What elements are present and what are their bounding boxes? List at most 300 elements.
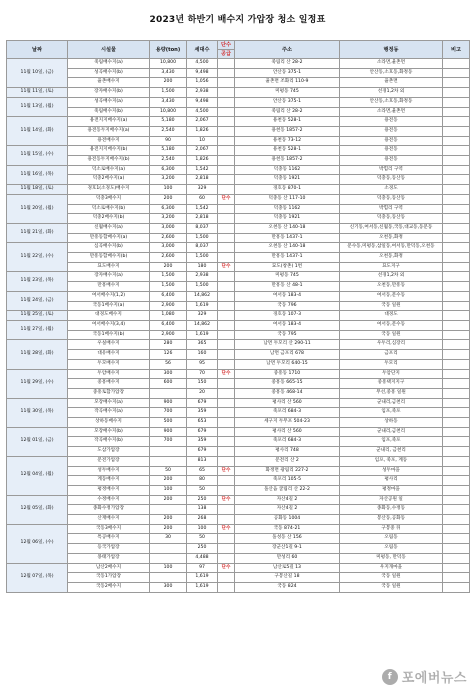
cell-date: 12월 06일, (수) (7, 524, 68, 563)
cell-district: 대경도 (340, 311, 443, 321)
cell-district: 박힘리 구역 (340, 165, 443, 175)
cell-address: 경호동 870-1 (235, 185, 340, 195)
cell-address: 중흥동 665-15 (235, 379, 340, 389)
cell-note (443, 272, 470, 282)
cell-facility: 몽태가압장 (68, 553, 150, 563)
cell-households: 100 (187, 524, 218, 534)
cell-district: 임포, 죽포, 계동 (340, 456, 443, 466)
cell-note (443, 146, 470, 156)
cell-note (443, 204, 470, 214)
cell-note (443, 340, 470, 350)
cell-date: 11월 23일, (목) (7, 272, 68, 291)
cell-service (218, 136, 235, 146)
cell-note (443, 78, 470, 88)
cell-address: 공화동 1004 (235, 515, 340, 525)
cell-date: 11월 10일, (금) (7, 59, 68, 88)
cell-capacity: 100 (150, 563, 187, 573)
table-row (7, 146, 470, 156)
cell-address: 안산동 375-1 (235, 97, 340, 107)
cell-capacity: 3,430 (150, 97, 187, 107)
cell-capacity: 3,000 (150, 223, 187, 233)
cell-facility: 여서배수지(1,2) (68, 291, 150, 301)
table-row (7, 291, 470, 301)
cell-note (443, 243, 470, 253)
cell-households: 268 (187, 515, 218, 525)
cell-note (443, 97, 470, 107)
cell-service: 단수 (218, 262, 235, 272)
cell-capacity: 3,430 (150, 68, 187, 78)
header-facility: 시설물 (68, 41, 150, 59)
cell-note (443, 301, 470, 311)
cell-district: 오천동,화정 (340, 253, 443, 263)
cell-facility: 여서배수지(3,4) (68, 320, 150, 330)
table-row (7, 505, 470, 515)
cell-capacity: 700 (150, 408, 187, 418)
cell-capacity: 2,600 (150, 253, 187, 263)
cell-address: 만흥동 1437-1 (235, 233, 340, 243)
cell-note (443, 544, 470, 554)
table-row (7, 194, 470, 204)
cell-note (443, 418, 470, 428)
cell-households: 1,500 (187, 282, 218, 292)
header-households: 세대수 (187, 41, 218, 59)
cell-households: 1,542 (187, 165, 218, 175)
cell-note (443, 214, 470, 224)
cell-note (443, 165, 470, 175)
cell-address: 묘도(창촌) 1번 (235, 262, 340, 272)
cell-date: 11월 29일, (수) (7, 369, 68, 398)
cell-date: 11월 21일, (화) (7, 223, 68, 242)
cell-district: 덕충동,동산동 (340, 194, 443, 204)
cell-note (443, 515, 470, 525)
table-row (7, 282, 470, 292)
table-row (7, 165, 470, 175)
cell-capacity: 900 (150, 427, 187, 437)
cell-date: 11월 30일, (목) (7, 398, 68, 427)
cell-note (443, 194, 470, 204)
table-row (7, 204, 470, 214)
cell-households: 180 (187, 262, 218, 272)
table-row (7, 534, 470, 544)
cell-facility: 덕충2배수지(b) (68, 214, 150, 224)
cell-service (218, 320, 235, 330)
table-row (7, 330, 470, 340)
cell-district: 종화동,수정동 (340, 505, 443, 515)
forever-news-logo-icon: f (382, 669, 398, 685)
cell-households: 50 (187, 534, 218, 544)
cell-facility: 도삼가압장 (68, 447, 150, 457)
cell-address: 남면 두모리 640-15 (235, 359, 340, 369)
cell-address: 죽림리 산 28-2 (235, 107, 340, 117)
cell-capacity: 2,540 (150, 156, 187, 166)
cell-facility: 덕충2배수지(a) (68, 175, 150, 185)
cell-capacity: 6,400 (150, 291, 187, 301)
header-address: 주소 (235, 41, 340, 59)
cell-address: 세구지 두무포 504-23 (235, 418, 340, 428)
cell-district: 국동 일원 (340, 573, 443, 583)
cell-date: 11월 11일, (토) (7, 88, 68, 98)
cell-facility: 심곡배수지(b) (68, 243, 150, 253)
cell-households: 1,619 (187, 301, 218, 311)
cell-district: 두암단지 (340, 369, 443, 379)
cell-note (443, 185, 470, 195)
cell-facility: 모장배수지(a) (68, 398, 150, 408)
cell-address: 여서동 183-4 (235, 320, 340, 330)
cell-district: 오림동 (340, 544, 443, 554)
cell-capacity: 200 (150, 495, 187, 505)
cell-district: 선경1,2차 외 (340, 88, 443, 98)
cell-district: 군내리,금천리 (340, 398, 443, 408)
cell-capacity: 100 (150, 185, 187, 195)
cell-service (218, 485, 235, 495)
cell-households: 8,037 (187, 243, 218, 253)
cell-note (443, 359, 470, 369)
cell-note (443, 330, 470, 340)
cell-capacity: 2,540 (150, 126, 187, 136)
cell-capacity: 5,180 (150, 146, 187, 156)
cell-facility: 두암배수지 (68, 369, 150, 379)
cell-households: 2,067 (187, 117, 218, 127)
cell-note (443, 427, 470, 437)
cell-households: 1,500 (187, 253, 218, 263)
cell-district: 여서동,문수동 (340, 291, 443, 301)
cell-district: 박힘리 구역 (340, 204, 443, 214)
cell-date: 11월 15일, (수) (7, 146, 68, 165)
cell-households: 1,826 (187, 126, 218, 136)
cell-district: 여서동,문수동 (340, 320, 443, 330)
cell-note (443, 282, 470, 292)
table-row (7, 437, 470, 447)
cell-facility: 문전가압장 (68, 456, 150, 466)
cell-service (218, 97, 235, 107)
cell-households: 138 (187, 505, 218, 515)
cell-households: 4,500 (187, 107, 218, 117)
cell-address: 미평동 745 (235, 88, 340, 98)
cell-capacity: 200 (150, 194, 187, 204)
cell-address: 덕충동 1162 (235, 165, 340, 175)
cell-households: 80 (187, 476, 218, 486)
cell-date: 11월 13일, (월) (7, 97, 68, 116)
cell-service (218, 515, 235, 525)
cell-capacity: 126 (150, 350, 187, 360)
cell-households: 359 (187, 437, 218, 447)
table-row (7, 262, 470, 272)
cell-facility: 두모배수지 (68, 359, 150, 369)
cell-address: 용천동 528-1 (235, 146, 340, 156)
cell-district: 봉산동,공화동 (340, 515, 443, 525)
cell-service (218, 437, 235, 447)
cell-district: 신기동,여서동,신월동,국동,대교동,동문동 (340, 223, 443, 233)
cell-note (443, 156, 470, 166)
cell-households: 250 (187, 544, 218, 554)
cell-capacity: 90 (150, 136, 187, 146)
cell-capacity: 10,800 (150, 59, 187, 69)
cell-facility: 대유배수지 (68, 350, 150, 360)
cell-district: 무선,중흥 일원 (340, 388, 443, 398)
cell-date: 12월 01일, (금) (7, 427, 68, 456)
cell-district: 구봉중 뒤 (340, 524, 443, 534)
cell-address: 국동 795 (235, 330, 340, 340)
cell-facility: 모장배수지(b) (68, 427, 150, 437)
table-row (7, 398, 470, 408)
cell-address: 율촌면 조화리 110-9 (235, 78, 340, 88)
table-row (7, 573, 470, 583)
cell-note (443, 350, 470, 360)
cell-note (443, 107, 470, 117)
cell-households: 1,542 (187, 204, 218, 214)
table-row (7, 495, 470, 505)
cell-note (443, 563, 470, 573)
cell-note (443, 262, 470, 272)
cell-district: 평사리 (340, 476, 443, 486)
cell-address: 자산4길 2 (235, 505, 340, 515)
cell-address: 국동 796 (235, 301, 340, 311)
cell-note (443, 398, 470, 408)
schedule-table (6, 40, 470, 593)
cell-facility: 등국가압장 (68, 544, 150, 554)
cell-district: 소라면,율촌면 (340, 107, 443, 117)
cell-capacity (150, 456, 187, 466)
cell-address: 평사리 748 (235, 447, 340, 457)
cell-facility: 율촌배수지 (68, 78, 150, 88)
cell-district: 중흥택지지구 (340, 379, 443, 389)
table-row (7, 485, 470, 495)
cell-facility: 덕소로배수지(a) (68, 165, 150, 175)
cell-service (218, 418, 235, 428)
cell-capacity: 5,180 (150, 117, 187, 127)
cell-district: 금포리 (340, 350, 443, 360)
cell-service (218, 146, 235, 156)
cell-facility: 용전배수지 (68, 136, 150, 146)
cell-facility: 국동1배수지(b) (68, 330, 150, 340)
table-row (7, 214, 470, 224)
cell-facility: 경호1(소경도)배수지 (68, 185, 150, 195)
cell-capacity: 900 (150, 398, 187, 408)
cell-capacity: 6,400 (150, 320, 187, 330)
cell-note (443, 117, 470, 127)
table-row (7, 301, 470, 311)
table-row (7, 126, 470, 136)
cell-address: 경호동 107-3 (235, 311, 340, 321)
cell-district: 용전동 (340, 117, 443, 127)
cell-facility: 성두배수지 (68, 466, 150, 476)
cell-district: 국동 일원 (340, 330, 443, 340)
cell-facility: 만흥동합배수지(b) (68, 253, 150, 263)
cell-households: 1,056 (187, 78, 218, 88)
cell-households: 9,498 (187, 68, 218, 78)
cell-facility: 성곡배수지(b) (68, 68, 150, 78)
cell-households: 95 (187, 359, 218, 369)
cell-facility: 상하동배수지 (68, 418, 150, 428)
cell-service (218, 553, 235, 563)
table-row (7, 369, 470, 379)
cell-service (218, 398, 235, 408)
cell-capacity: 3,000 (150, 243, 187, 253)
cell-district: 성두마을 (340, 466, 443, 476)
cell-households: 1,619 (187, 582, 218, 592)
table-row (7, 359, 470, 369)
cell-service (218, 301, 235, 311)
table-row (7, 447, 470, 457)
cell-address: 용천동 528-1 (235, 117, 340, 127)
table-row (7, 156, 470, 166)
table-row (7, 97, 470, 107)
cell-date: 11월 25일, (토) (7, 311, 68, 321)
cell-note (443, 495, 470, 505)
cell-facility: 평정배수지 (68, 485, 150, 495)
cell-households: 2,818 (187, 214, 218, 224)
cell-note (443, 68, 470, 78)
cell-service (218, 388, 235, 398)
cell-address: 남산로5길 13 (235, 563, 340, 573)
cell-service: 단수 (218, 563, 235, 573)
cell-note (443, 534, 470, 544)
table-row (7, 427, 470, 437)
cell-district: 평정마을 (340, 485, 443, 495)
table-row (7, 175, 470, 185)
cell-district: 자산공원 일 (340, 495, 443, 505)
cell-capacity: 1,500 (150, 88, 187, 98)
cell-service (218, 408, 235, 418)
cell-facility: 만흥배수지 (68, 282, 150, 292)
table-row (7, 59, 470, 69)
cell-date: 11월 22일, (수) (7, 243, 68, 272)
table-row (7, 88, 470, 98)
cell-capacity: 6,300 (150, 165, 187, 175)
cell-note (443, 379, 470, 389)
page-title: 2023년 하반기 배수지 가압장 청소 일정표 (149, 15, 326, 25)
cell-district: 안산동,소호동,화정동 (340, 68, 443, 78)
cell-service: 단수 (218, 369, 235, 379)
cell-note (443, 476, 470, 486)
cell-households: 8,037 (187, 223, 218, 233)
cell-service (218, 544, 235, 554)
table-row (7, 136, 470, 146)
cell-address: 안산동 375-1 (235, 68, 340, 78)
cell-address: 용천동 1857-2 (235, 156, 340, 166)
cell-address: 죽포리 684-3 (235, 437, 340, 447)
cell-households: 9,498 (187, 97, 218, 107)
cell-district: 용전동 (340, 126, 443, 136)
cell-note (443, 59, 470, 69)
cell-facility: 작곡배수지(a) (68, 408, 150, 418)
cell-service (218, 223, 235, 233)
cell-households: 813 (187, 456, 218, 466)
cell-facility: 종화수정가압장 (68, 505, 150, 515)
cell-address: 죽림리 산 28-2 (235, 59, 340, 69)
cell-service (218, 175, 235, 185)
cell-capacity: 300 (150, 369, 187, 379)
cell-households: 1,826 (187, 156, 218, 166)
cell-capacity: 200 (150, 515, 187, 525)
cell-households: 679 (187, 398, 218, 408)
cell-district: 군내리, 금천리 (340, 447, 443, 457)
cell-note (443, 311, 470, 321)
cell-facility: 특공배수지 (68, 534, 150, 544)
cell-date: 12월 07일, (목) (7, 563, 68, 592)
cell-service: 단수 (218, 495, 235, 505)
cell-households: 50 (187, 485, 218, 495)
cell-service: 단수 (218, 524, 235, 534)
cell-capacity: 700 (150, 437, 187, 447)
cell-households: 359 (187, 408, 218, 418)
cell-facility: 묘도배수지 (68, 262, 150, 272)
table-row (7, 117, 470, 127)
table-row (7, 515, 470, 525)
cell-address: 덕충동 1921 (235, 175, 340, 185)
cell-note (443, 408, 470, 418)
cell-households: 250 (187, 495, 218, 505)
cell-facility: 국동1가압장 (68, 573, 150, 583)
cell-households: 14,862 (187, 320, 218, 330)
cell-district: 소경도 (340, 185, 443, 195)
cell-households: 4,500 (187, 59, 218, 69)
cell-note (443, 582, 470, 592)
cell-district: 용전동 (340, 136, 443, 146)
header-date: 날짜 (7, 41, 68, 59)
cell-facility: 수정배수지 (68, 495, 150, 505)
header-service-supply: 공급 (218, 50, 235, 59)
cell-households: 70 (187, 369, 218, 379)
header-note: 비고 (443, 41, 470, 59)
cell-service (218, 379, 235, 389)
cell-note (443, 136, 470, 146)
cell-households: 1,500 (187, 233, 218, 243)
cell-capacity: 280 (150, 340, 187, 350)
header-capacity: 용량(ton) (150, 41, 187, 59)
cell-service (218, 204, 235, 214)
table-row (7, 243, 470, 253)
cell-facility: 성곡배수지(a) (68, 97, 150, 107)
cell-address: 만흥동 1437-1 (235, 253, 340, 263)
cell-note (443, 485, 470, 495)
cell-households: 150 (187, 379, 218, 389)
cell-households: 20 (187, 388, 218, 398)
cell-facility: 장자배수지(a) (68, 272, 150, 282)
cell-date: 11월 28일, (화) (7, 340, 68, 369)
cell-service (218, 427, 235, 437)
cell-facility: 작곡배수지(b) (68, 437, 150, 447)
cell-service (218, 456, 235, 466)
cell-district: 상하동 (340, 418, 443, 428)
cell-service (218, 582, 235, 592)
cell-service (218, 88, 235, 98)
cell-households: 4,488 (187, 553, 218, 563)
header-row (7, 41, 470, 50)
cell-date: 11월 14일, (화) (7, 117, 68, 146)
cell-service: 단수 (218, 194, 235, 204)
cell-address: 장군산1길 9-1 (235, 544, 340, 554)
cell-note (443, 456, 470, 466)
cell-district: 미평동, 만덕동 (340, 553, 443, 563)
cell-service: 단수 (218, 466, 235, 476)
header-district: 행정동 (340, 41, 443, 59)
cell-service (218, 156, 235, 166)
table-row (7, 408, 470, 418)
cell-capacity: 1,500 (150, 282, 187, 292)
cell-facility: 중흥배수지 (68, 379, 150, 389)
cell-district: 오천동,만흥동 (340, 282, 443, 292)
cell-address: 만흥동 산 48-1 (235, 282, 340, 292)
cell-address: 화정면 광림리 227-2 (235, 466, 340, 476)
cell-facility: 죽림배수지(b) (68, 107, 150, 117)
cell-address: 죽포리 105-5 (235, 476, 340, 486)
cell-capacity (150, 553, 187, 563)
cell-service (218, 117, 235, 127)
cell-service (218, 243, 235, 253)
cell-facility: 국동2배수지 (68, 582, 150, 592)
cell-capacity: 500 (150, 418, 187, 428)
